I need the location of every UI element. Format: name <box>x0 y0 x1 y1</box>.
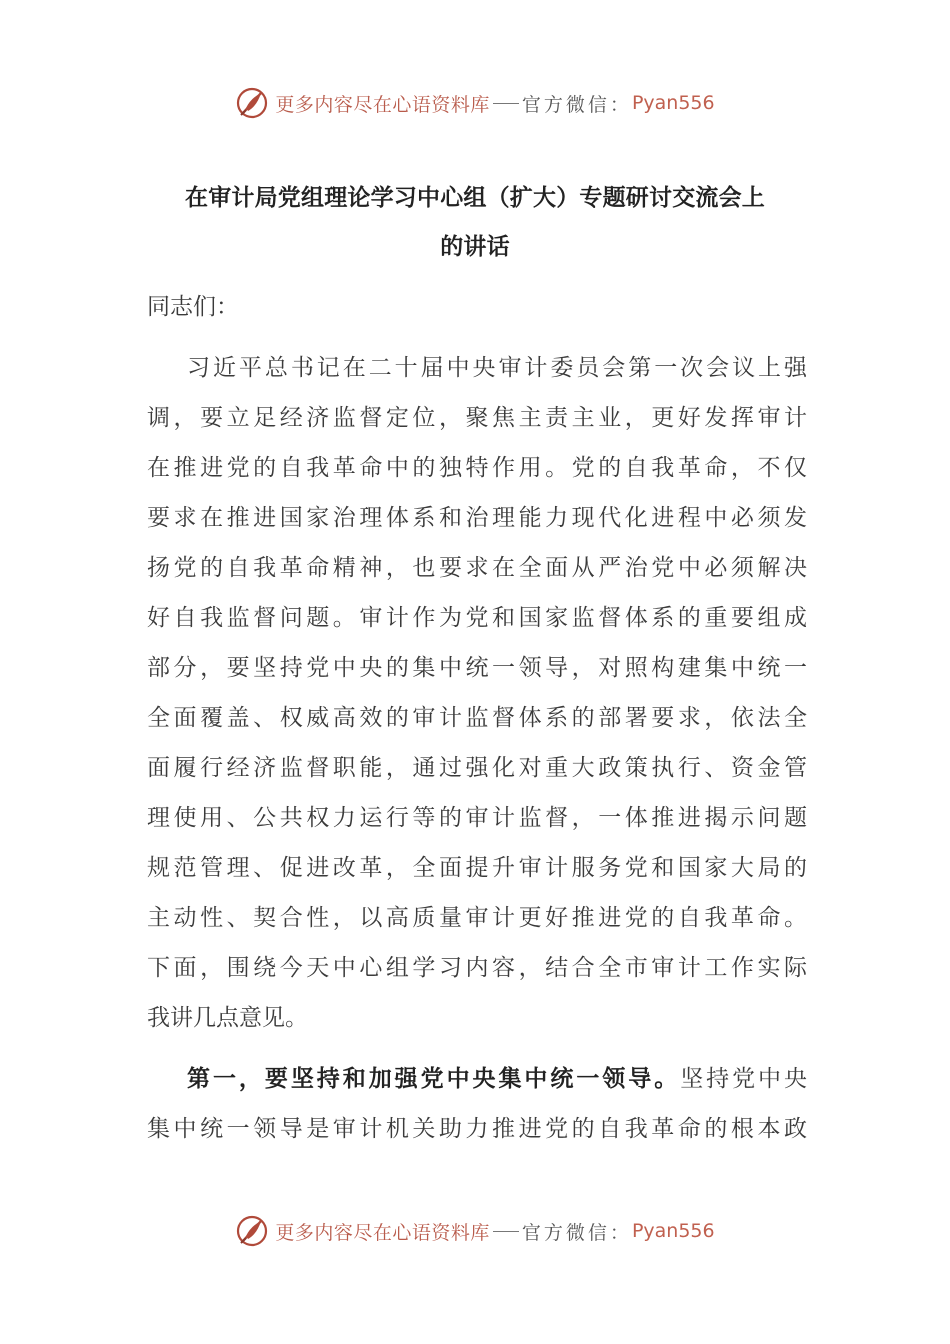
paragraph-1-line: 部分，要坚持党中央的集中统一领导，对照构建集中统一 <box>147 655 807 681</box>
quill-logo-icon <box>235 86 269 120</box>
paragraph-1-line: 好自我监督问题。审计作为党和国家监督体系的重要组成 <box>147 605 807 631</box>
paragraph-2-text: 坚持党中央 <box>680 1066 808 1092</box>
watermark-id: Pyan556 <box>631 92 715 114</box>
paragraph-1-line: 主动性、契合性，以高质量审计更好推进党的自我革命。 <box>147 905 807 931</box>
watermark-label: 官方微信： <box>521 1221 632 1244</box>
watermark-banner-bottom <box>0 1211 950 1251</box>
paragraph-2-line <box>187 1064 807 1094</box>
paragraph-1-line: 扬党的自我革命精神，也要求在全面从严治党中必须解决 <box>147 555 807 581</box>
watermark-text: 更多内容尽在心语资料库 <box>275 93 490 116</box>
page-title-line-1: 在审计局党组理论学习中心组（扩大）专题研讨交流会上 <box>185 184 765 211</box>
paragraph-1-line: 在推进党的自我革命中的独特作用。党的自我革命，不仅 <box>147 455 807 481</box>
watermark-text: 更多内容尽在心语资料库 <box>275 1221 490 1244</box>
paragraph-2-line: 集中统一领导是审计机关助力推进党的自我革命的根本政 <box>147 1116 807 1142</box>
paragraph-1-line: 下面，围绕今天中心组学习内容，结合全市审计工作实际 <box>147 955 807 981</box>
watermark-dash <box>493 1231 519 1232</box>
page-title-line-2: 的讲话 <box>440 233 510 260</box>
paragraph-1-line: 理使用、公共权力运行等的审计监督，一体推进揭示问题 <box>147 805 807 831</box>
paragraph-1-line: 要求在推进国家治理体系和治理能力现代化进程中必须发 <box>147 505 807 531</box>
paragraph-1-line: 习近平总书记在二十届中央审计委员会第一次会议上强 <box>187 355 807 381</box>
paragraph-1-line: 全面覆盖、权威高效的审计监督体系的部署要求，依法全 <box>147 705 807 731</box>
section-heading-1: 第一，要坚持和加强党中央集中统一领导。 <box>187 1065 681 1092</box>
watermark-id: Pyan556 <box>631 1220 715 1242</box>
quill-logo-icon <box>235 1214 269 1248</box>
paragraph-1-line: 我讲几点意见。 <box>147 1005 308 1031</box>
paragraph-1-line: 调，要立足经济监督定位，聚焦主责主业，更好发挥审计 <box>147 405 807 431</box>
watermark-banner-top <box>0 83 950 123</box>
paragraph-1-line: 面履行经济监督职能，通过强化对重大政策执行、资金管 <box>147 755 807 781</box>
watermark-dash <box>493 103 519 104</box>
paragraph-1-line: 规范管理、促进改革，全面提升审计服务党和国家大局的 <box>147 855 807 881</box>
greeting: 同志们： <box>147 294 239 320</box>
watermark-label: 官方微信： <box>521 93 632 116</box>
